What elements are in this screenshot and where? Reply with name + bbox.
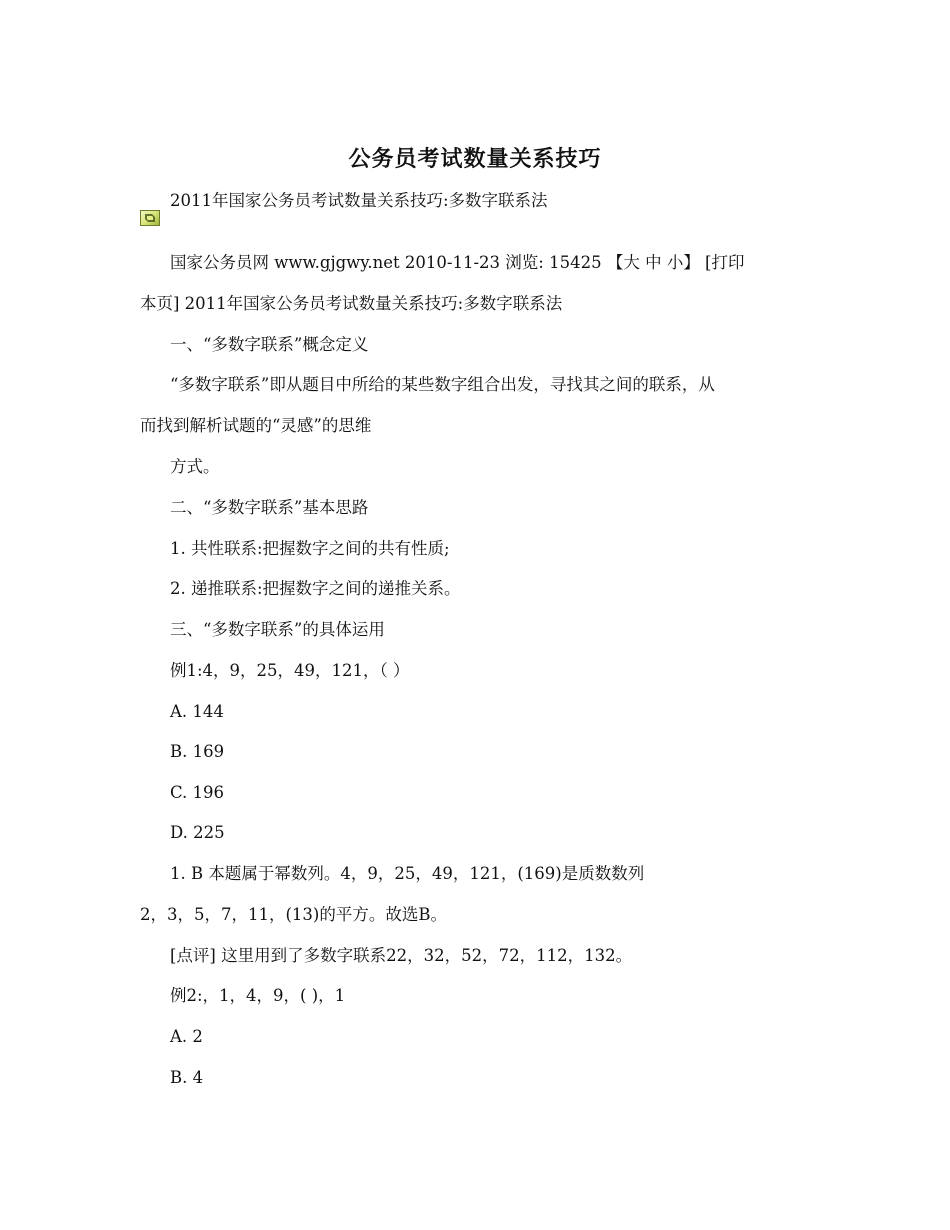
section-1-paragraph-line-1: “多数字联系”即从题目中所给的某些数字组合出发，寻找其之间的联系，从 — [170, 375, 715, 394]
example-1-option-a: A. 144 — [170, 702, 224, 721]
document-image-icon — [140, 210, 160, 226]
subtitle: 2011年国家公务员考试数量关系技巧:多数字联系法 — [170, 191, 548, 210]
section-1-paragraph-2: 方式。 — [170, 457, 220, 476]
example-2-option-b: B. 4 — [170, 1068, 204, 1087]
section-1-paragraph-line-2: 而找到解析试题的“灵感”的思维 — [140, 416, 372, 435]
section-2-heading: 二、“多数字联系”基本思路 — [170, 498, 369, 517]
example-1-answer-line-2: 2，3，5，7，11，(13)的平方。故选B。 — [140, 905, 447, 924]
section-2-item-2: 2. 递推联系:把握数字之间的递推关系。 — [170, 579, 461, 598]
example-2-question: 例2:，1，4，9，( )，1 — [170, 986, 346, 1005]
example-1-answer-line-1: 1. B 本题属于幂数列。4，9，25，49，121，(169)是质数数列 — [170, 864, 645, 883]
section-2-item-1: 1. 共性联系:把握数字之间的共有性质; — [170, 539, 450, 558]
example-1-option-d: D. 225 — [170, 823, 225, 842]
section-1-heading: 一、“多数字联系”概念定义 — [170, 335, 369, 354]
meta-line-2: 本页] 2011年国家公务员考试数量关系技巧:多数字联系法 — [140, 294, 563, 313]
example-1-comment: [点评] 这里用到了多数字联系22，32，52，72，112，132。 — [170, 946, 633, 965]
meta-line-1: 国家公务员网 www.gjgwy.net 2010-11-23 浏览: 15425 【大 中 小】 [打印 — [170, 253, 745, 272]
example-1-question: 例1:4，9，25，49，121，（ ） — [170, 661, 410, 680]
example-1-option-b: B. 169 — [170, 742, 225, 761]
section-3-heading: 三、“多数字联系”的具体运用 — [170, 620, 385, 639]
example-1-option-c: C. 196 — [170, 783, 225, 802]
document-title: 公务员考试数量关系技巧 — [348, 146, 602, 172]
example-2-option-a: A. 2 — [170, 1027, 203, 1046]
